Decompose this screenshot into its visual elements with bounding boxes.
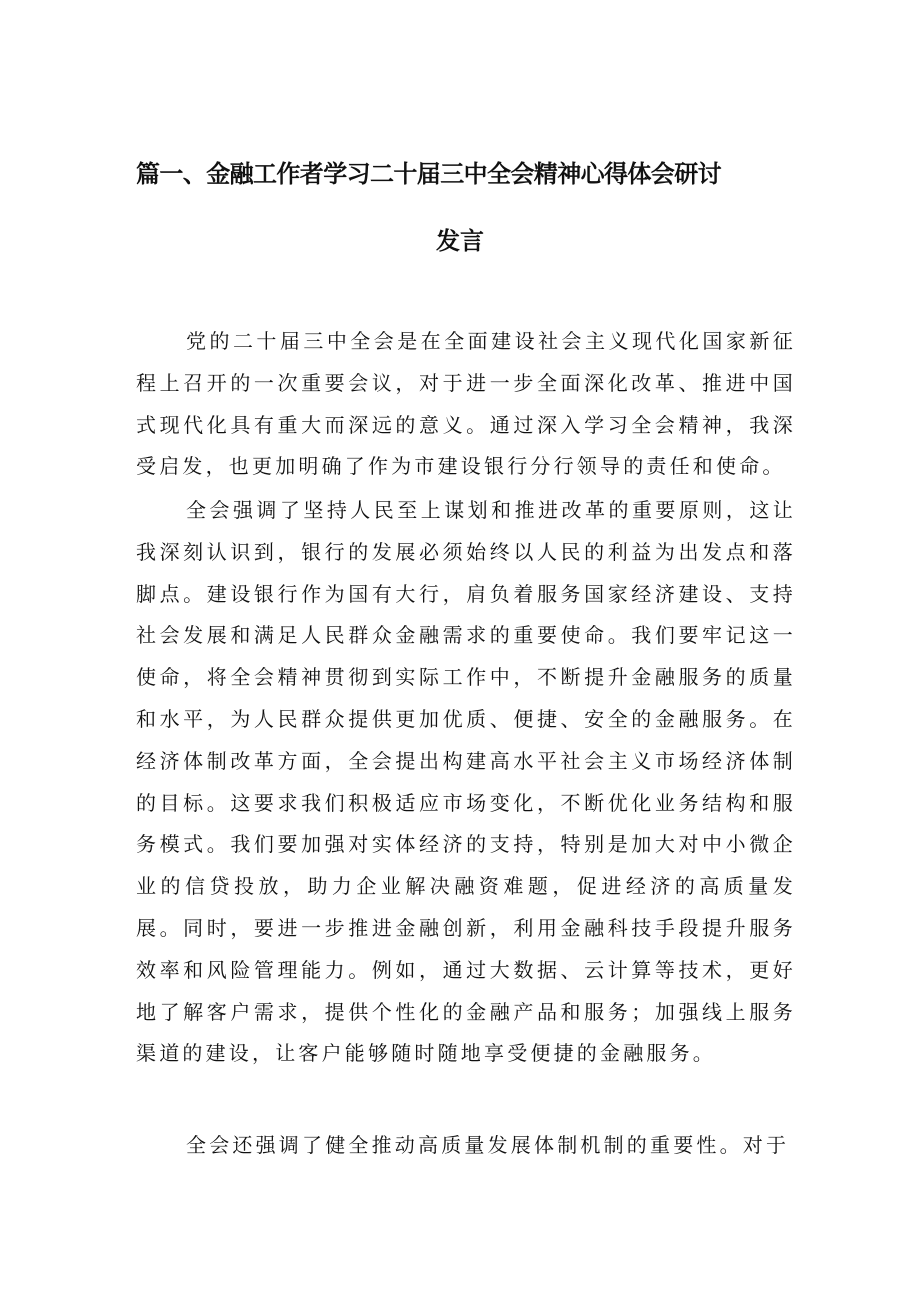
paragraph-2: 全会强调了坚持人民至上谋划和推进改革的重要原则，这让我深刻认识到，银行的发展必须始终以人民的利益为出发点和落脚点。建设银行作为国有大行，肩负着服务国家经济建设、支持社会发展和满足人民群众金融需求的重要使命。我们要牢记这一使命，将全会精神贯彻到实际工作中，不断提升金融服务的质量和水平，为人民群众提供更加优质、便捷、安全的金融服务。在经济体制改革方面，全会提出构建高水平社会主义市场经济体制的目标。这要求我们积极适应市场变化，不断优化业务结构和服务模式。我们要加强对实体经济的支持，特别是加大对中小微企业的信贷投放，助力企业解决融资难题，促进经济的高质量发展。同时，要进一步推进金融创新，利用金融科技手段提升服务效率和风险管理能力。例如，通过大数据、云计算等技术，更好地了解客户需求，提供个性化的金融产品和服务；加强线上服务渠道的建设，让客户能够随时随地享受便捷的金融服务。 — [136, 498, 796, 1066]
paragraph-3: 全会还强调了健全推动高质量发展体制机制的重要性。对于 — [186, 1133, 790, 1157]
paragraph-1: 党的二十届三中全会是在全面建设社会主义现代化国家新征程上召开的一次重要会议，对于进一步全面深化改革、推进中国式现代化具有重大而深远的意义。通过深入学习全会精神，我深受启发，也更加明确了作为市建设银行分行领导的责任和使命。 — [136, 329, 796, 479]
document-title-line-2: 发言 — [436, 227, 484, 255]
document-title-line-1: 篇一、金融工作者学习二十届三中全会精神心得体会研讨 — [136, 160, 721, 188]
